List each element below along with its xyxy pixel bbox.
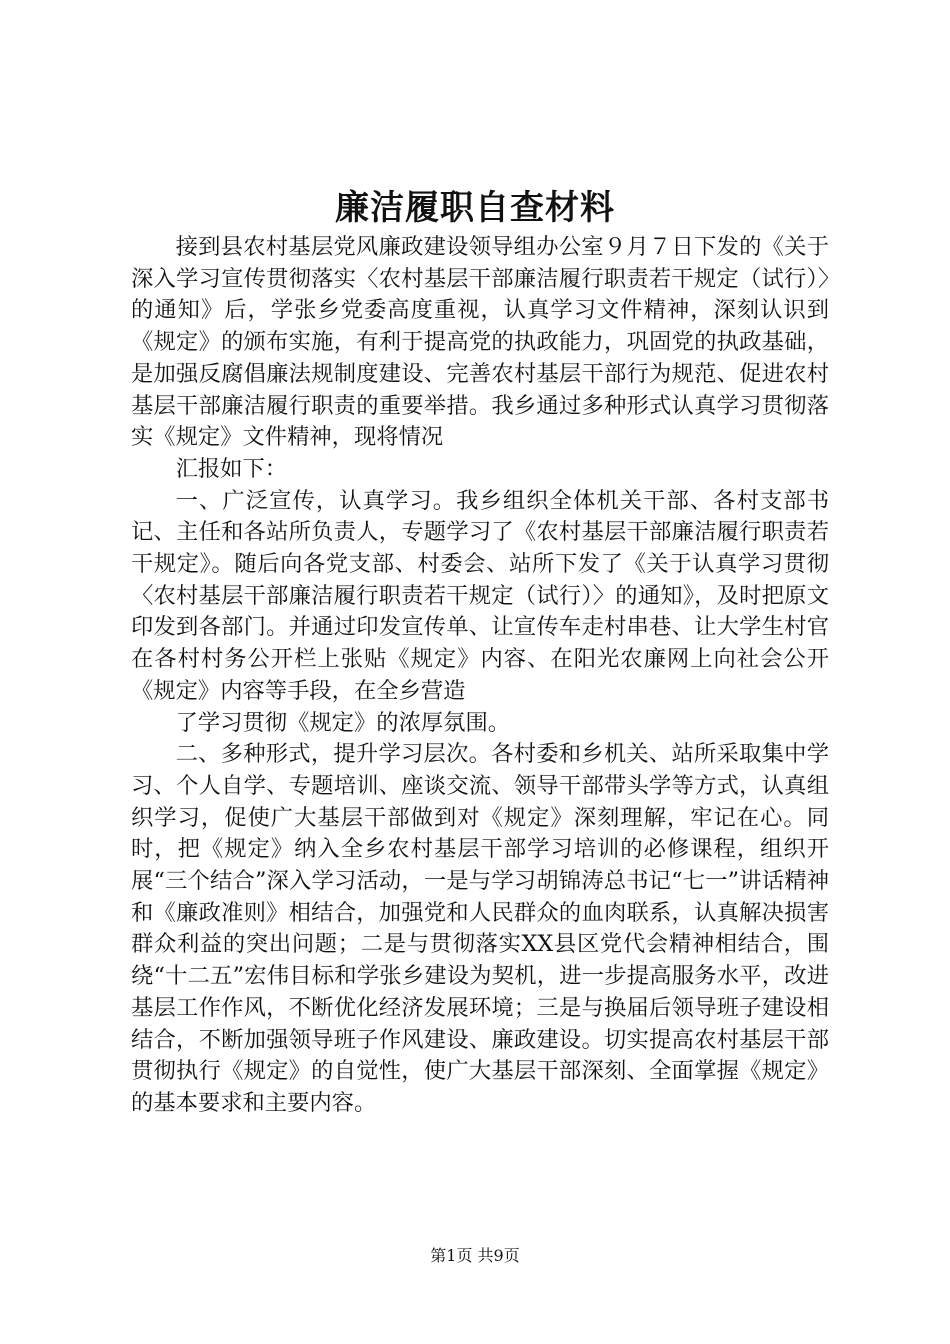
document-body xyxy=(131,232,829,1120)
paragraph-section-one: 一、广泛宣传，认真学习。我乡组织全体机关干部、各村支部书记、主任和各站所负责人，专题学习了《农村基层干部廉洁履行职责若干规定》。随后向各党支部、村委会、站所下发了《关于认真学习贯彻〈农村基层干部廉洁履行职责若干规定（试行）〉的通知》，及时把原文印发到各部门。并通过印发宣传单、让宣传车走村串巷、让大学生村官在各村村务公开栏上张贴《规定》内容、在阳光农廉网上向社会公开《规定》内容等手段，在全乡营造 xyxy=(131,487,829,704)
paragraph-intro: 接到县农村基层党风廉政建设领导组办公室９月７日下发的《关于深入学习宣传贯彻落实〈农村基层干部廉洁履行职责若干规定（试行）〉的通知》后，学张乡党委高度重视，认真学习文件精神，深刻认识到《规定》的颁布实施，有利于提高党的执政能力，巩固党的执政基础，是加强反腐倡廉法规制度建设、完善农村基层干部行为规范、促进农村基层干部廉洁履行职责的重要举措。我乡通过多种形式认真学习贯彻落实《规定》文件精神，现将情况 xyxy=(131,234,829,451)
paragraph-report-lead: 汇报如下： xyxy=(175,455,288,482)
paragraph-section-two: 二、多种形式，提升学习层次。各村委和乡机关、站所采取集中学习、个人自学、专题培训、座谈交流、领导干部带头学等方式，认真组织学习，促使广大基层干部做到对《规定》深刻理解，牢记在心。同时，把《规定》纳入全乡农村基层干部学习培训的必修课程，组织开展“三个结合”深入学习活动，一是与学习胡锦涛总书记“七一”讲话精神和《廉政准则》相结合，加强党和人民群众的血肉联系，认真解决损害群众利益的突出问题；二是与贯彻落实XX县区党代会精神相结合，围绕“十二五”宏伟目标和学张乡建设为契机，进一步提高服务水平，改进基层工作作风，不断优化经济发展环境；三是与换届后领导班子建设相结合，不断加强领导班子作风建设、廉政建设。切实提高农村基层干部贯彻执行《规定》的自觉性，使广大基层干部深刻、全面掌握《规定》的基本要求和主要内容。 xyxy=(131,741,829,1116)
paragraph-section-one-continued: 了学习贯彻《规定》的浓厚氛围。 xyxy=(175,709,511,736)
document-title: 廉洁履职自查材料 xyxy=(335,188,615,228)
page-number-footer: 第1页 共9页 xyxy=(430,1246,520,1265)
